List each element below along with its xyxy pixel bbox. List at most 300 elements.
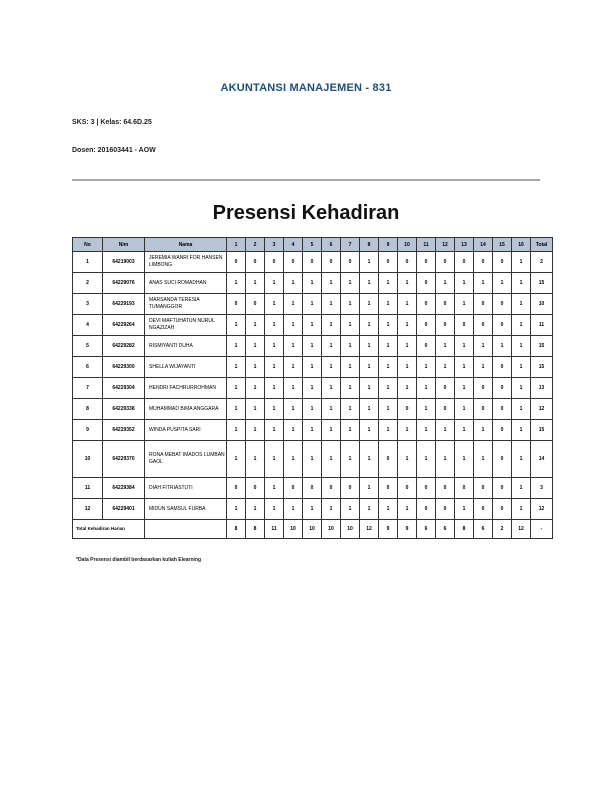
- attendance-cell: 1: [246, 273, 265, 294]
- attendance-cell: 1: [512, 499, 531, 520]
- row-total-cell: 10: [531, 294, 553, 315]
- attendance-cell: 1: [341, 399, 360, 420]
- attendance-cell: 0: [398, 252, 417, 273]
- name-cell: WINDA PUSPITA SARI: [145, 420, 227, 441]
- attendance-cell: 1: [246, 499, 265, 520]
- attendance-cell: 1: [246, 399, 265, 420]
- name-cell: DEVI MAFTUHATUN NURUL NGAZIZAH: [145, 315, 227, 336]
- name-cell: MIDUN SAMSUL FURBA: [145, 499, 227, 520]
- attendance-cell: 0: [436, 315, 455, 336]
- attendance-cell: 0: [417, 336, 436, 357]
- attendance-cell: 1: [322, 336, 341, 357]
- attendance-cell: 0: [417, 252, 436, 273]
- attendance-cell: 0: [341, 478, 360, 499]
- attendance-cell: 0: [493, 499, 512, 520]
- column-header: 7: [341, 238, 360, 252]
- dosen-line: Dosen: 201603441 - AOW: [72, 147, 156, 154]
- column-header: 8: [360, 238, 379, 252]
- attendance-cell: 1: [512, 315, 531, 336]
- attendance-cell: 0: [493, 441, 512, 478]
- daily-total-cell: 6: [474, 520, 493, 539]
- attendance-cell: 0: [436, 399, 455, 420]
- attendance-cell: 1: [455, 441, 474, 478]
- attendance-cell: 1: [379, 378, 398, 399]
- attendance-cell: 1: [246, 357, 265, 378]
- attendance-cell: 1: [379, 357, 398, 378]
- daily-total-cell: 12: [512, 520, 531, 539]
- attendance-cell: 1: [379, 273, 398, 294]
- column-header: 2: [246, 238, 265, 252]
- attendance-cell: 0: [436, 499, 455, 520]
- attendance-cell: 1: [284, 336, 303, 357]
- row-total-cell: 2: [531, 252, 553, 273]
- attendance-cell: 1: [303, 420, 322, 441]
- attendance-cell: 0: [227, 252, 246, 273]
- attendance-cell: 1: [360, 357, 379, 378]
- attendance-cell: 1: [303, 336, 322, 357]
- attendance-cell: 0: [246, 252, 265, 273]
- daily-total-cell: 8: [246, 520, 265, 539]
- attendance-cell: 1: [341, 499, 360, 520]
- row-total-cell: 12: [531, 399, 553, 420]
- column-header: 13: [455, 238, 474, 252]
- attendance-cell: 1: [322, 420, 341, 441]
- attendance-cell: 1: [265, 336, 284, 357]
- attendance-cell: 1: [512, 357, 531, 378]
- column-header: Nama: [145, 238, 227, 252]
- daily-total-cell: 9: [379, 520, 398, 539]
- attendance-cell: 1: [398, 336, 417, 357]
- attendance-cell: 1: [322, 378, 341, 399]
- attendance-cell: 0: [303, 478, 322, 499]
- attendance-cell: 1: [360, 420, 379, 441]
- attendance-cell: 1: [303, 499, 322, 520]
- attendance-cell: 1: [398, 420, 417, 441]
- daily-total-cell: 12: [360, 520, 379, 539]
- table-row: [73, 420, 553, 441]
- daily-total-cell: 8: [455, 520, 474, 539]
- name-cell: ANAS SUCI ROMADHAN: [145, 273, 227, 294]
- column-header: 10: [398, 238, 417, 252]
- attendance-cell: 1: [284, 273, 303, 294]
- attendance-cell: 0: [455, 315, 474, 336]
- attendance-cell: 1: [265, 478, 284, 499]
- attendance-cell: 1: [341, 441, 360, 478]
- attendance-cell: 0: [474, 399, 493, 420]
- table-row: [73, 252, 553, 273]
- attendance-cell: 1: [322, 294, 341, 315]
- attendance-cell: 1: [303, 399, 322, 420]
- table-row: [73, 315, 553, 336]
- attendance-cell: 1: [227, 441, 246, 478]
- attendance-cell: 1: [227, 499, 246, 520]
- daily-total-cell: 9: [398, 520, 417, 539]
- attendance-cell: 1: [246, 315, 265, 336]
- attendance-cell: 1: [512, 399, 531, 420]
- attendance-cell: 1: [493, 273, 512, 294]
- attendance-cell: 1: [398, 378, 417, 399]
- attendance-cell: 1: [265, 294, 284, 315]
- attendance-cell: 0: [227, 294, 246, 315]
- row-total-cell: 15: [531, 420, 553, 441]
- attendance-cell: 1: [322, 357, 341, 378]
- attendance-cell: 1: [398, 499, 417, 520]
- attendance-cell: 1: [455, 336, 474, 357]
- nim-cell: 64229193: [103, 294, 145, 315]
- row-number-cell: 1: [73, 252, 103, 273]
- row-total-cell: 15: [531, 336, 553, 357]
- attendance-cell: 1: [303, 378, 322, 399]
- attendance-cell: 1: [341, 378, 360, 399]
- daily-total-cell: 10: [341, 520, 360, 539]
- attendance-cell: 1: [360, 252, 379, 273]
- column-header: 15: [493, 238, 512, 252]
- attendance-cell: 1: [322, 273, 341, 294]
- attendance-cell: 0: [493, 378, 512, 399]
- attendance-cell: 1: [341, 357, 360, 378]
- row-total-cell: 12: [531, 499, 553, 520]
- attendance-cell: 1: [417, 357, 436, 378]
- attendance-cell: 1: [265, 273, 284, 294]
- attendance-cell: 0: [436, 478, 455, 499]
- attendance-cell: 1: [265, 378, 284, 399]
- row-number-cell: 9: [73, 420, 103, 441]
- attendance-cell: 0: [436, 294, 455, 315]
- attendance-cell: 1: [417, 441, 436, 478]
- attendance-cell: 1: [398, 273, 417, 294]
- attendance-cell: 0: [417, 478, 436, 499]
- column-header: 1: [227, 238, 246, 252]
- attendance-cell: 0: [417, 273, 436, 294]
- name-cell: DIAH FITRIASTUTI: [145, 478, 227, 499]
- attendance-cell: 1: [284, 357, 303, 378]
- name-cell: RONA MEBAT IMADOS LUMBAN GAOL: [145, 441, 227, 478]
- column-header: 14: [474, 238, 493, 252]
- table-row: [73, 478, 553, 499]
- attendance-cell: 0: [322, 478, 341, 499]
- attendance-cell: 0: [417, 499, 436, 520]
- attendance-cell: 1: [284, 499, 303, 520]
- attendance-cell: 1: [265, 357, 284, 378]
- attendance-cell: 0: [474, 252, 493, 273]
- daily-total-cell: 8: [227, 520, 246, 539]
- attendance-cell: 1: [474, 273, 493, 294]
- nim-cell: 64229370: [103, 441, 145, 478]
- attendance-cell: 1: [360, 478, 379, 499]
- attendance-cell: 0: [227, 478, 246, 499]
- attendance-cell: 1: [512, 294, 531, 315]
- attendance-cell: 1: [246, 378, 265, 399]
- column-header: 3: [265, 238, 284, 252]
- row-total-cell: 15: [531, 273, 553, 294]
- sks-kelas-line: SKS: 3 | Kelas: 64.6D.25: [72, 119, 152, 126]
- attendance-cell: 1: [512, 336, 531, 357]
- attendance-cell: 1: [398, 441, 417, 478]
- nim-cell: 64229304: [103, 378, 145, 399]
- column-header: Total: [531, 238, 553, 252]
- attendance-cell: 0: [436, 378, 455, 399]
- attendance-cell: 0: [493, 420, 512, 441]
- attendance-cell: 1: [455, 378, 474, 399]
- table-row: [73, 378, 553, 399]
- attendance-cell: 1: [284, 378, 303, 399]
- divider: [72, 179, 540, 181]
- attendance-cell: 0: [246, 478, 265, 499]
- empty-cell: [145, 520, 227, 539]
- attendance-cell: 1: [474, 357, 493, 378]
- course-title: AKUNTANSI MANAJEMEN - 831: [220, 82, 392, 94]
- attendance-cell: 1: [360, 273, 379, 294]
- attendance-table: [72, 237, 553, 539]
- attendance-cell: 1: [512, 478, 531, 499]
- attendance-cell: 0: [265, 252, 284, 273]
- name-cell: HENDRI FACHRURROHMAN: [145, 378, 227, 399]
- row-total-cell: 15: [531, 357, 553, 378]
- attendance-cell: 1: [227, 357, 246, 378]
- daily-total-cell: 2: [493, 520, 512, 539]
- nim-cell: 64229076: [103, 273, 145, 294]
- attendance-cell: 0: [398, 399, 417, 420]
- attendance-cell: 1: [379, 499, 398, 520]
- attendance-cell: 0: [417, 294, 436, 315]
- attendance-cell: 1: [417, 420, 436, 441]
- attendance-cell: 1: [303, 357, 322, 378]
- attendance-cell: 1: [436, 357, 455, 378]
- attendance-cell: 1: [360, 294, 379, 315]
- attendance-cell: 1: [474, 420, 493, 441]
- attendance-cell: 0: [398, 478, 417, 499]
- attendance-cell: 1: [417, 399, 436, 420]
- attendance-cell: 0: [474, 499, 493, 520]
- page-heading: Presensi Kehadiran: [212, 202, 400, 224]
- name-cell: MARSANDA TERESIA TUMANGGOR: [145, 294, 227, 315]
- table-row: [73, 441, 553, 478]
- attendance-cell: 1: [398, 294, 417, 315]
- table-header-row: [73, 238, 553, 252]
- column-header: Nim: [103, 238, 145, 252]
- nim-cell: 64229338: [103, 399, 145, 420]
- column-header: 11: [417, 238, 436, 252]
- attendance-cell: 1: [322, 499, 341, 520]
- attendance-cell: 0: [284, 252, 303, 273]
- nim-cell: 64229352: [103, 420, 145, 441]
- attendance-cell: 0: [303, 252, 322, 273]
- grand-total-cell: -: [531, 520, 553, 539]
- nim-cell: 64229264: [103, 315, 145, 336]
- attendance-cell: 0: [455, 252, 474, 273]
- attendance-cell: 0: [379, 478, 398, 499]
- attendance-cell: 1: [417, 378, 436, 399]
- attendance-cell: 1: [265, 399, 284, 420]
- row-number-cell: 6: [73, 357, 103, 378]
- attendance-cell: 1: [246, 336, 265, 357]
- attendance-cell: 0: [455, 478, 474, 499]
- attendance-cell: 1: [227, 315, 246, 336]
- attendance-cell: 1: [227, 336, 246, 357]
- table-row: [73, 399, 553, 420]
- table-row: [73, 336, 553, 357]
- attendance-cell: 1: [322, 441, 341, 478]
- attendance-cell: 0: [493, 478, 512, 499]
- daily-total-cell: 6: [436, 520, 455, 539]
- attendance-cell: 1: [512, 378, 531, 399]
- attendance-cell: 1: [379, 336, 398, 357]
- column-header: 16: [512, 238, 531, 252]
- attendance-cell: 0: [322, 252, 341, 273]
- column-header: 4: [284, 238, 303, 252]
- attendance-cell: 1: [360, 336, 379, 357]
- nim-cell: 64219003: [103, 252, 145, 273]
- attendance-cell: 1: [512, 441, 531, 478]
- row-number-cell: 2: [73, 273, 103, 294]
- attendance-cell: 1: [360, 378, 379, 399]
- attendance-cell: 1: [265, 441, 284, 478]
- attendance-cell: 1: [246, 441, 265, 478]
- daily-total-cell: 10: [322, 520, 341, 539]
- row-number-cell: 7: [73, 378, 103, 399]
- row-number-cell: 11: [73, 478, 103, 499]
- attendance-cell: 1: [341, 273, 360, 294]
- row-total-cell: 14: [531, 441, 553, 478]
- column-header: 9: [379, 238, 398, 252]
- table-row: [73, 273, 553, 294]
- attendance-cell: 1: [341, 294, 360, 315]
- attendance-cell: 0: [493, 315, 512, 336]
- attendance-cell: 1: [512, 273, 531, 294]
- row-number-cell: 3: [73, 294, 103, 315]
- attendance-cell: 1: [341, 420, 360, 441]
- nim-cell: 64229401: [103, 499, 145, 520]
- attendance-cell: 1: [227, 378, 246, 399]
- attendance-cell: 1: [360, 315, 379, 336]
- attendance-cell: 1: [360, 441, 379, 478]
- attendance-cell: 1: [436, 420, 455, 441]
- column-header: 12: [436, 238, 455, 252]
- row-number-cell: 5: [73, 336, 103, 357]
- attendance-cell: 1: [436, 441, 455, 478]
- name-cell: SHELLA WIJAYANTI: [145, 357, 227, 378]
- footnote: *Data Presensi diambil berdasarkan kuliah Elearning: [76, 557, 202, 563]
- attendance-cell: 1: [398, 315, 417, 336]
- attendance-cell: 1: [227, 420, 246, 441]
- attendance-cell: 0: [246, 294, 265, 315]
- attendance-cell: 0: [379, 441, 398, 478]
- attendance-cell: 1: [455, 399, 474, 420]
- attendance-cell: 1: [455, 420, 474, 441]
- attendance-cell: 1: [512, 252, 531, 273]
- column-header: No: [73, 238, 103, 252]
- attendance-cell: 1: [303, 273, 322, 294]
- attendance-cell: 1: [246, 420, 265, 441]
- attendance-cell: 1: [341, 315, 360, 336]
- attendance-cell: 0: [474, 294, 493, 315]
- nim-cell: 64229384: [103, 478, 145, 499]
- attendance-cell: 1: [265, 315, 284, 336]
- attendance-cell: 1: [265, 420, 284, 441]
- table-row: [73, 357, 553, 378]
- attendance-cell: 0: [493, 294, 512, 315]
- attendance-cell: 0: [379, 252, 398, 273]
- attendance-cell: 0: [436, 252, 455, 273]
- row-total-cell: 13: [531, 378, 553, 399]
- daily-total-cell: 10: [284, 520, 303, 539]
- nim-cell: 64229282: [103, 336, 145, 357]
- attendance-cell: 1: [455, 357, 474, 378]
- attendance-cell: 1: [322, 315, 341, 336]
- attendance-cell: 0: [493, 252, 512, 273]
- attendance-cell: 1: [455, 294, 474, 315]
- daily-total-cell: 6: [417, 520, 436, 539]
- name-cell: RISMIYANTI DUHA: [145, 336, 227, 357]
- daily-total-label: Total Kehadiran Harian: [73, 520, 145, 539]
- attendance-cell: 1: [322, 399, 341, 420]
- attendance-cell: 1: [227, 273, 246, 294]
- attendance-cell: 1: [379, 315, 398, 336]
- attendance-cell: 0: [284, 478, 303, 499]
- daily-total-row: [73, 520, 553, 539]
- attendance-cell: 0: [474, 478, 493, 499]
- attendance-cell: 0: [417, 315, 436, 336]
- attendance-cell: 1: [493, 336, 512, 357]
- row-number-cell: 8: [73, 399, 103, 420]
- daily-total-cell: 11: [265, 520, 284, 539]
- attendance-cell: 0: [493, 399, 512, 420]
- attendance-cell: 1: [474, 441, 493, 478]
- name-cell: JEREMIA WANRI FOR HANSEN LIMBONG: [145, 252, 227, 273]
- attendance-cell: 1: [474, 336, 493, 357]
- attendance-cell: 1: [455, 273, 474, 294]
- attendance-cell: 1: [284, 399, 303, 420]
- name-cell: MUHAMMAD BIMA ANGGARA: [145, 399, 227, 420]
- attendance-cell: 1: [379, 294, 398, 315]
- table-row: [73, 499, 553, 520]
- row-number-cell: 10: [73, 441, 103, 478]
- attendance-cell: 1: [512, 420, 531, 441]
- attendance-cell: 1: [303, 294, 322, 315]
- attendance-cell: 1: [265, 499, 284, 520]
- row-number-cell: 12: [73, 499, 103, 520]
- attendance-cell: 1: [436, 336, 455, 357]
- attendance-cell: 1: [436, 273, 455, 294]
- attendance-cell: 1: [379, 420, 398, 441]
- nim-cell: 64229300: [103, 357, 145, 378]
- attendance-cell: 1: [227, 399, 246, 420]
- attendance-cell: 1: [303, 315, 322, 336]
- column-header: 6: [322, 238, 341, 252]
- attendance-cell: 1: [360, 399, 379, 420]
- attendance-cell: 0: [493, 357, 512, 378]
- attendance-cell: 1: [360, 499, 379, 520]
- attendance-cell: 1: [398, 357, 417, 378]
- attendance-cell: 1: [379, 399, 398, 420]
- row-number-cell: 4: [73, 315, 103, 336]
- attendance-cell: 0: [474, 315, 493, 336]
- row-total-cell: 3: [531, 478, 553, 499]
- attendance-cell: 0: [474, 378, 493, 399]
- attendance-cell: 0: [341, 252, 360, 273]
- table-row: [73, 294, 553, 315]
- row-total-cell: 11: [531, 315, 553, 336]
- attendance-cell: 1: [284, 315, 303, 336]
- attendance-cell: 1: [284, 420, 303, 441]
- daily-total-cell: 10: [303, 520, 322, 539]
- attendance-cell: 1: [455, 499, 474, 520]
- column-header: 5: [303, 238, 322, 252]
- attendance-cell: 1: [341, 336, 360, 357]
- attendance-cell: 1: [284, 441, 303, 478]
- attendance-cell: 1: [284, 294, 303, 315]
- attendance-cell: 1: [303, 441, 322, 478]
